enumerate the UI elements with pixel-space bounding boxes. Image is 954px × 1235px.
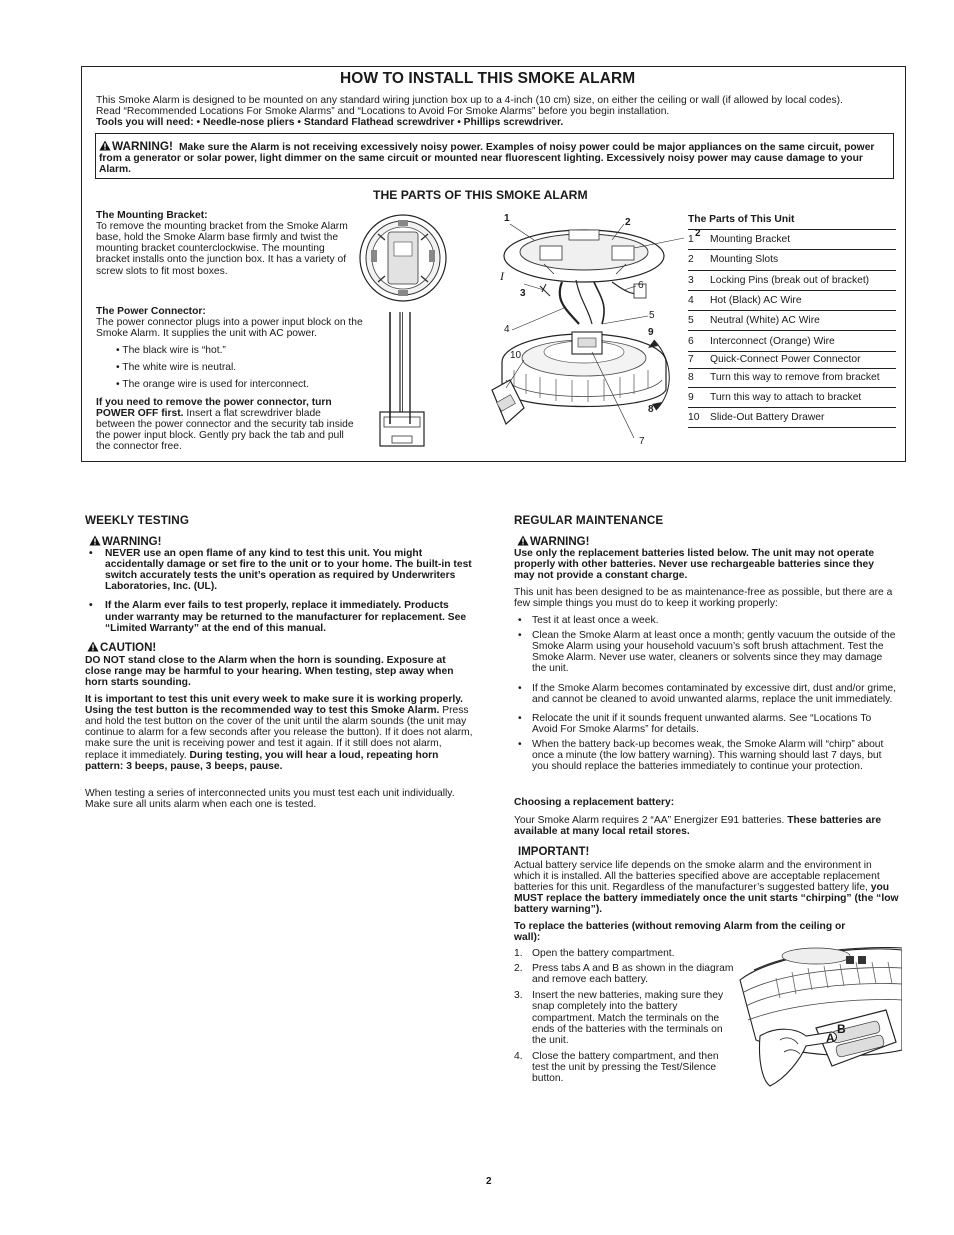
weekly-test-instructions: It is important to test this unit every week to make sure it is working properly. Using the test button is the recommended way to test this Smoke Alarm. Press and hold the test button on the cover of the unit until the alarm sounds (the unit may continue to alarm for a few seconds after you release the button). If it does not alarm, make sure the unit is receiving power and test it again. If it still does not alarm, replace it immediately. During testing, you will hear a loud, repeating horn pattern: 3 beeps, pause, 3 beeps, pause. xyxy=(85,694,473,772)
install-warning-text: Make sure the Alarm is not receiving excessively noisy power. Examples of noisy power could be major appliances on the same circuit, power from a generator or solar power, light dimmer on the same circuit or mounted near fluorescent lighting. Excessively noisy power may cause damage to your Alarm. xyxy=(99,142,875,176)
list-item: • Test it at least once a week. xyxy=(518,615,659,626)
remove-connector-instructions xyxy=(96,397,360,453)
list-item: • NEVER use an open flame of any kind to test this unit. You might accidentally damage or set fire to the unit or to your home. The built-in test switch accurately tests the unit’s operation as required by Underwriters Laboratories, Inc. (UL). xyxy=(89,548,472,593)
list-item: 1. Open the battery compartment. xyxy=(514,948,675,959)
important-text: Actual battery service life depends on the smoke alarm and the environment in which it is installed. All the batteries specified above are acceptable replacement batteries for this unit. Regardless of the manufacturer’s suggested battery life, you MUST replace the battery immediately once the unit starts “chirping” (the “low battery warning”). xyxy=(514,860,899,916)
parts-table-title: The Parts of This Unit xyxy=(688,214,896,230)
interconnect-test-note: When testing a series of interconnected units you must test each unit individually. Make sure all units alarm when each one is tested. xyxy=(85,788,455,811)
install-intro xyxy=(96,95,901,128)
smoke-alarm-exploded-diagram xyxy=(484,212,684,448)
maintenance-warning-label: WARNING! xyxy=(517,535,589,548)
weekly-warning-list xyxy=(85,548,477,634)
tab-a-label: A xyxy=(826,1031,835,1045)
list-item: • If the Smoke Alarm becomes contaminated by excessive dirt, dust and/or grime, and cannot be cleaned to avoid unwanted alarms, replace the unit immediately. xyxy=(518,682,896,705)
mounting-bracket-illustration xyxy=(358,212,448,304)
callout-10: 10 xyxy=(510,350,522,361)
mounting-bracket-text: To remove the mounting bracket from the Smoke Alarm base, hold the Smoke Alarm base firmly and twist the mounting bracket counterclockwise. The mounting bracket installs onto the junction box. It has a variety of screw slots to fit most boxes. xyxy=(96,221,348,277)
table-row: 3 Locking Pins (break out of bracket) xyxy=(688,271,896,291)
wire-bullet: • The orange wire is used for interconnect. xyxy=(116,379,309,390)
power-connector-description xyxy=(96,306,372,339)
page-number: 2 xyxy=(486,1176,492,1187)
power-connector-text: The power connector plugs into a power input block on the Smoke Alarm. It supplies the unit with AC power. xyxy=(96,317,363,340)
power-connector-illustration xyxy=(376,312,428,448)
table-row: 9 Turn this way to attach to bracket xyxy=(688,388,896,408)
wire-bullet: • The black wire is “hot.” xyxy=(116,345,226,356)
wire-bullet: • The white wire is neutral. xyxy=(116,362,237,373)
choosing-battery-label: Choosing a replacement battery: xyxy=(514,797,675,808)
install-warning-box xyxy=(95,133,894,179)
battery-compartment-illustration xyxy=(736,940,902,1090)
table-row: 8 Turn this way to remove from bracket xyxy=(688,369,896,388)
tools-needed: Tools you will need: • Needle-nose pliers • Standard Flathead screwdriver • Phillips screwdriver. xyxy=(96,117,564,129)
parts-table xyxy=(688,214,896,428)
maintenance-intro: This unit has been designed to be as maintenance-free as possible, but there are a few simple things you must do to keep it working properly: xyxy=(514,587,893,610)
install-title: HOW TO INSTALL THIS SMOKE ALARM xyxy=(340,70,636,87)
list-item: 4. Close the battery compartment, and then test the unit by pressing the Test/Silence button. xyxy=(514,1050,719,1085)
tab-b-label: B xyxy=(837,1022,846,1036)
weekly-testing-heading: WEEKLY TESTING xyxy=(85,514,190,527)
important-label: IMPORTANT! xyxy=(518,846,590,858)
list-item: 3. Insert the new batteries, making sure they snap completely into the battery compartment. Match the terminals on the ends of the batteries with the terminals on the unit. xyxy=(514,990,724,1046)
power-connector-label: The Power Connector: xyxy=(96,306,206,317)
battery-requirement: Your Smoke Alarm requires 2 “AA” Energizer E91 batteries. These batteries are available at many local retail stores. xyxy=(514,815,882,838)
maintenance-list xyxy=(514,615,898,772)
table-row: 10 Slide-Out Battery Drawer xyxy=(688,408,896,428)
warning-triangle-icon xyxy=(99,140,111,151)
maintenance-warning-text: Use only the replacement batteries listed below. The unit may not operate properly with other batteries. Never use rechargeable batteries since they may not provide a constant charge. xyxy=(514,548,875,582)
callout-1: 1 xyxy=(504,213,510,224)
svg-text:I: I xyxy=(500,269,504,283)
replace-steps xyxy=(514,948,736,1084)
list-item: • If the Alarm ever fails to test properly, replace it immediately. Products under warranty may be returned to the manufacturer for replacement. See “Limited Warranty” at the end of this manual. xyxy=(89,600,467,634)
table-row: 4 Hot (Black) AC Wire xyxy=(688,291,896,311)
parts-title: THE PARTS OF THIS SMOKE ALARM xyxy=(373,188,588,202)
callout-2: 2 xyxy=(625,217,631,228)
warning-triangle-icon xyxy=(89,535,101,546)
callout-6: 6 xyxy=(638,280,644,291)
intro-line-2: Read “Recommended Locations For Smoke Alarms” and “Locations to Avoid For Smoke Alarms” before you begin installation. xyxy=(96,106,670,118)
warning-triangle-icon xyxy=(517,535,529,546)
list-item: 2. Press tabs A and B as shown in the diagram and remove each battery. xyxy=(514,963,734,986)
callout-7: 7 xyxy=(639,436,645,447)
callout-2: 2 xyxy=(695,228,701,239)
remove-connector-bold: If you need to remove the power connector, turn POWER OFF first. xyxy=(96,397,332,420)
list-item: • Clean the Smoke Alarm at least once a month; gently vacuum the outside of the Smoke Alarm using your household vacuum’s soft brush attachment. Test the Smoke Alarm. Never use water, cleaners or solvents since they may damage the unit. xyxy=(518,630,896,675)
list-item: • Relocate the unit if it sounds frequent unwanted alarms. See “Locations To Avoid For Smoke Alarms” for details. xyxy=(518,712,872,735)
mounting-bracket-description xyxy=(96,210,356,277)
table-row: 6 Interconnect (Orange) Wire xyxy=(688,331,896,351)
weekly-warning-label: WARNING! xyxy=(89,535,161,548)
install-warning-label: WARNING! xyxy=(99,139,173,153)
callout-8: 8 xyxy=(648,404,654,415)
callout-4: 4 xyxy=(504,324,510,335)
list-item: • When the battery back-up becomes weak, the Smoke Alarm will “chirp” about once a minute (the low battery warning). This warning should last 7 days, but you should replace the batteries immediately to continue your protection. xyxy=(518,738,884,773)
caution-text: DO NOT stand close to the Alarm when the horn is sounding. Exposure at close range may be harmful to your hearing. When testing, step away when horn starts sounding. xyxy=(85,655,454,689)
callout-9: 9 xyxy=(648,327,654,338)
table-row: 5 Neutral (White) AC Wire xyxy=(688,311,896,331)
callout-3: 3 xyxy=(520,288,526,299)
table-row: 2 Mounting Slots xyxy=(688,250,896,270)
replace-batteries-label: To replace the batteries (without removing Alarm from the ceiling or wall): xyxy=(514,921,846,944)
callout-5: 5 xyxy=(649,310,655,321)
table-row: 1 Mounting Bracket xyxy=(688,230,896,250)
intro-line-1: This Smoke Alarm is designed to be mounted on any standard wiring junction box up to a 4-inch (10 cm) size, on either the ceiling or wall (if allowed by local codes). xyxy=(96,95,843,106)
maintenance-heading: REGULAR MAINTENANCE xyxy=(514,514,664,527)
remove-connector-text: Insert a flat screwdriver blade between the power connector and the security tab inside the power input block. Gently pry back the tab and pull the connector free. xyxy=(96,408,354,453)
weekly-caution-label: CAUTION! xyxy=(87,641,156,654)
mounting-bracket-label: The Mounting Bracket: xyxy=(96,210,208,221)
caution-triangle-icon xyxy=(87,641,99,652)
table-row: 7 Quick-Connect Power Connector xyxy=(688,352,896,369)
